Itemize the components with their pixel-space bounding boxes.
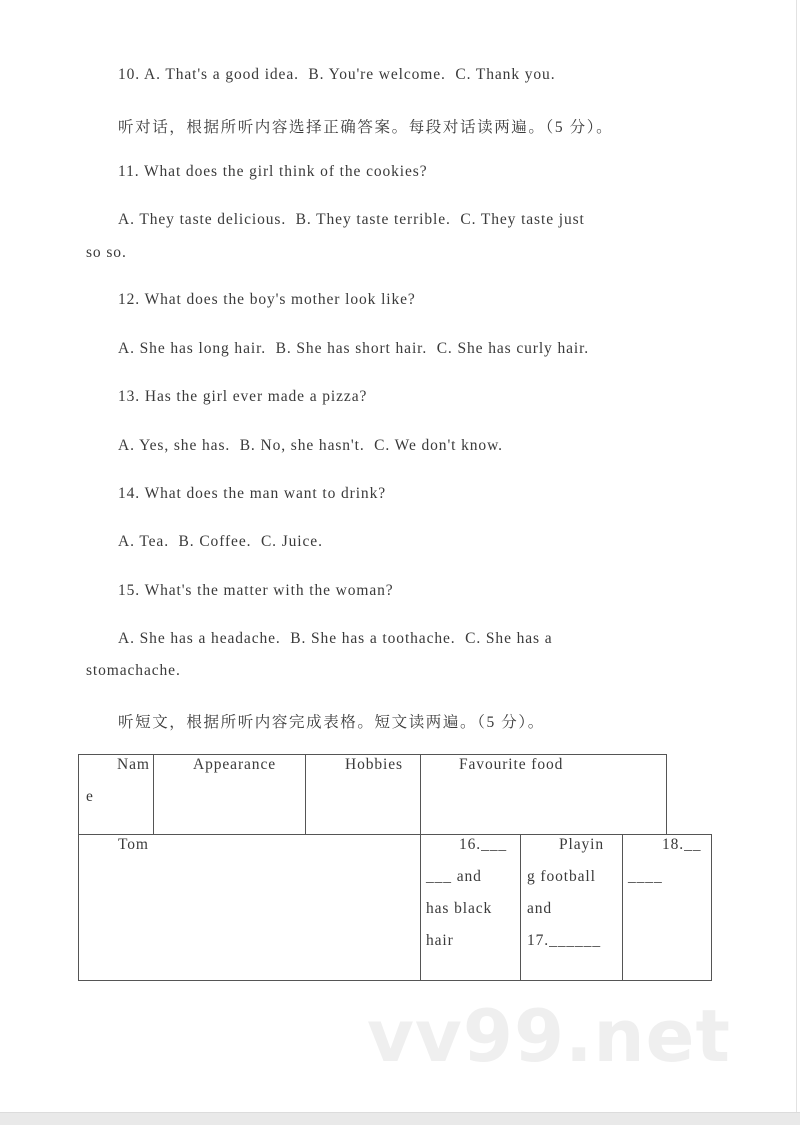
- question-13: 13. Has the girl ever made a pizza?: [118, 388, 368, 405]
- question-11-options: A. They taste delicious. B. They taste terrible. C. They taste just: [118, 211, 585, 228]
- question-14: 14. What does the man want to drink?: [118, 485, 387, 502]
- question-15-options: A. She has a headache. B. She has a toothache. C. She has a: [118, 630, 553, 647]
- table-divider: [622, 834, 623, 981]
- row-appearance-line1[interactable]: 16.___: [459, 836, 508, 853]
- row-hobbies-line4[interactable]: 17.______: [527, 932, 601, 949]
- question-11: 11. What does the girl think of the cookies?: [118, 163, 428, 180]
- question-10-options: 10. A. That's a good idea. B. You're welcome. C. Thank you.: [118, 66, 556, 83]
- section-passage-instruction: 听短文，根据所听内容完成表格。短文读两遍。（5 分）。: [118, 714, 545, 731]
- table-divider: [520, 834, 521, 981]
- question-13-options: A. Yes, she has. B. No, she hasn't. C. We don't know.: [118, 437, 503, 454]
- row-food-line1[interactable]: 18.__: [662, 836, 702, 853]
- next-page-edge: [0, 1125, 800, 1137]
- table-divider: [420, 754, 421, 835]
- table-divider: [305, 754, 306, 835]
- row-hobbies-line3: and: [527, 900, 553, 917]
- question-11-options-wrap: so so.: [86, 244, 127, 261]
- question-12: 12. What does the boy's mother look like?: [118, 291, 416, 308]
- header-name-part1: Nam: [117, 756, 150, 773]
- page-separator: [0, 1112, 800, 1126]
- row-appearance-line4: hair: [426, 932, 454, 949]
- table-body-row: [78, 834, 712, 981]
- row-appearance-line2[interactable]: ___ and: [426, 868, 482, 885]
- header-hobbies: Hobbies: [345, 756, 403, 773]
- question-12-options: A. She has long hair. B. She has short hair. C. She has curly hair.: [118, 340, 590, 357]
- table-divider: [420, 834, 421, 981]
- question-14-options: A. Tea. B. Coffee. C. Juice.: [118, 533, 323, 550]
- section-dialogue-instruction: 听对话，根据所听内容选择正确答案。每段对话读两遍。（5 分）。: [118, 119, 614, 136]
- question-15-options-wrap: stomachache.: [86, 662, 181, 679]
- row-name: Tom: [118, 836, 149, 853]
- header-appearance: Appearance: [193, 756, 277, 773]
- row-hobbies-line1: Playin: [559, 836, 605, 853]
- table-divider: [153, 754, 154, 835]
- question-15: 15. What's the matter with the woman?: [118, 582, 394, 599]
- row-appearance-line3: has black: [426, 900, 493, 917]
- header-name-part2: e: [86, 788, 94, 805]
- watermark: vv99.net: [367, 994, 731, 1078]
- header-favourite-food: Favourite food: [459, 756, 564, 773]
- row-food-line2[interactable]: ____: [628, 868, 663, 885]
- row-hobbies-line2: g football: [527, 868, 596, 885]
